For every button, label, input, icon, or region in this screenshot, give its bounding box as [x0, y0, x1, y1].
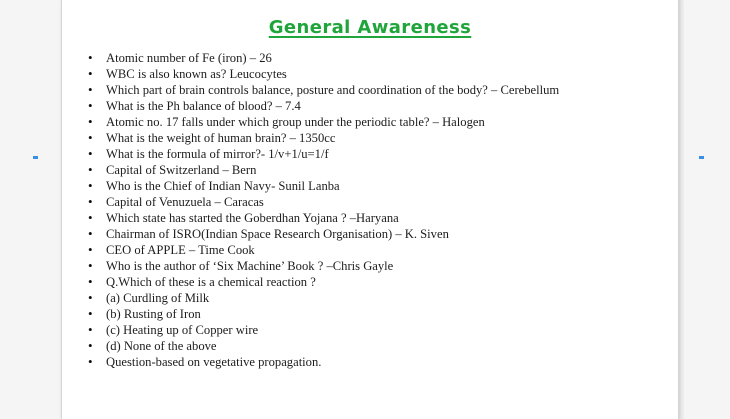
document-title — [62, 17, 678, 38]
list-item: • (b) Rusting of Iron — [84, 306, 654, 322]
list-item: • Which state has started the Goberdhan Yojana ? –Haryana — [84, 210, 654, 226]
document-title-text: General Awareness — [268, 17, 472, 38]
list-item: • Which part of brain controls balance, posture and coordination of the body? – Cerebellum — [84, 82, 654, 98]
list-item: • Who is the Chief of Indian Navy- Sunil Lanba — [84, 178, 654, 194]
right-margin-marker — [699, 156, 704, 159]
list-item: • (a) Curdling of Milk — [84, 290, 654, 306]
list-item: • What is the weight of human brain? – 1350cc — [84, 130, 654, 146]
list-item: • (d) None of the above — [84, 338, 654, 354]
list-item: • Atomic no. 17 falls under which group under the periodic table? – Halogen — [84, 114, 654, 130]
list-item: • Who is the author of ‘Six Machine’ Book ? –Chris Gayle — [84, 258, 654, 274]
list-item: • CEO of APPLE – Time Cook — [84, 242, 654, 258]
list-item: • WBC is also known as? Leucocytes — [84, 66, 654, 82]
list-item: • What is the formula of mirror?- 1/v+1/u=1/f — [84, 146, 654, 162]
list-item: • Capital of Venuzuela – Caracas — [84, 194, 654, 210]
left-margin-marker — [33, 156, 38, 159]
list-item: • Atomic number of Fe (iron) – 26 — [84, 50, 654, 66]
list-item: • Chairman of ISRO(Indian Space Research Organisation) – K. Siven — [84, 226, 654, 242]
list-item: • Capital of Switzerland – Bern — [84, 162, 654, 178]
list-item: • Question-based on vegetative propagation. — [84, 354, 654, 370]
document-page — [61, 0, 679, 419]
list-item: • (c) Heating up of Copper wire — [84, 322, 654, 338]
list-item: • What is the Ph balance of blood? – 7.4 — [84, 98, 654, 114]
list-item: • Q.Which of these is a chemical reaction ? — [84, 274, 654, 290]
fact-list — [84, 50, 654, 370]
